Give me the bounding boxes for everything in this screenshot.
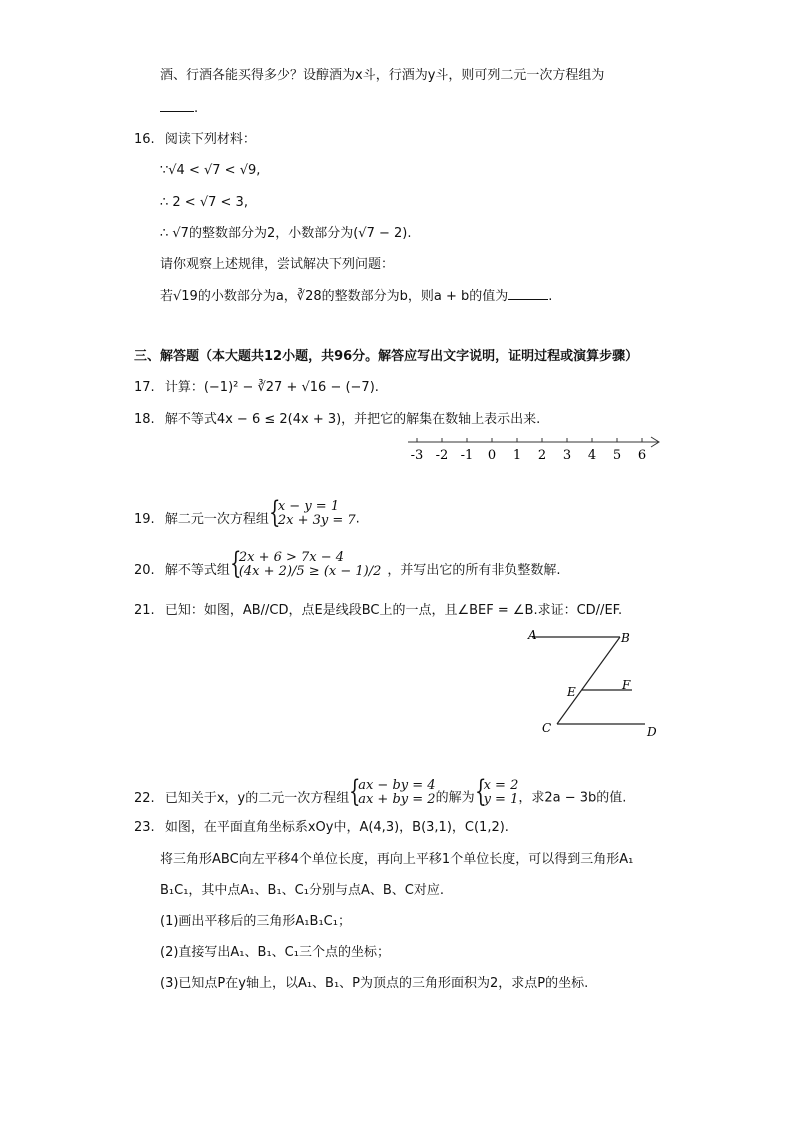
question-number: 16. (134, 132, 155, 147)
q16-step1: ∵√4 < √7 < √9, (160, 163, 261, 178)
brace: { (268, 495, 281, 530)
q16-step3: ∴ √7的整数部分为2，小数部分为(√7 − 2). (160, 226, 412, 241)
equation-2: ax + by = 2 (358, 792, 436, 807)
number-line-label: 3 (562, 448, 572, 463)
number-line-label: 0 (487, 448, 497, 463)
q16-title-line (134, 131, 256, 149)
q19-prefix: 解二元一次方程组 (164, 511, 269, 527)
q18-line (134, 411, 540, 429)
q16-title: 阅读下列材料： (164, 132, 256, 147)
q16-question-line (160, 287, 552, 306)
number-line-label: -3 (410, 448, 424, 463)
question-number: 21. (134, 603, 155, 618)
equation-system (349, 774, 436, 809)
question-number: 20. (134, 562, 155, 578)
q18-text: 解不等式4x − 6 ≤ 2(4x + 3)，并把它的解集在数轴上表示出来. (164, 412, 541, 427)
label-f: F (622, 678, 631, 692)
number-line-label: -2 (435, 448, 449, 463)
label-b: B (621, 631, 630, 645)
q20-prefix: 解不等式组 (164, 562, 230, 578)
q23-part3: (3)已知点P在y轴上，以A₁、B₁、P为顶点的三角形面积为2，求点P的坐标. (160, 976, 589, 991)
q16-period: . (548, 289, 553, 304)
number-line-label: 2 (537, 448, 547, 463)
number-line-label: 6 (637, 448, 647, 463)
q16-step2: ∴ 2 < √7 < 3, (160, 195, 248, 210)
question-number: 22. (134, 790, 155, 806)
geometry-figure (520, 626, 670, 741)
q23-part1: (1)画出平移后的三角形A₁B₁C₁； (160, 914, 351, 929)
q19-line (134, 495, 360, 533)
q17-text: 计算：(−1)² − ∛27 + √16 − (−7). (164, 380, 379, 395)
number-line-label: -1 (460, 448, 474, 463)
brace: { (349, 774, 361, 809)
number-line-label: 1 (512, 448, 522, 463)
section-title: 三、解答题（本大题共12小题，共96分。解答应写出文字说明，证明过程或演算步骤） (134, 349, 639, 364)
q16-prompt: 请你观察上述规律，尝试解决下列问题： (160, 257, 395, 272)
equation-1: ax − by = 4 (358, 778, 436, 793)
segment-bc (557, 637, 620, 724)
q20-line (134, 546, 561, 584)
label-a: A (528, 628, 537, 642)
solution-system (474, 774, 519, 809)
inequality-2: (4x + 2)/5 ≥ (x − 1)/2 (238, 564, 382, 579)
q23-line1: 如图，在平面直角坐标系xOy中，A(4,3)，B(3,1)，C(1,2). (164, 820, 509, 835)
q20-suffix: ，并写出它的所有非负整数解. (387, 562, 561, 578)
q15-period: . (194, 101, 199, 116)
inequality-1: 2x + 6 > 7x − 4 (238, 550, 345, 565)
question-number: 18. (134, 412, 155, 427)
q22-middle: 的解为 (435, 790, 475, 806)
q21-line (134, 602, 622, 620)
equation-1: x − y = 1 (277, 499, 340, 514)
q15-line2 (160, 99, 198, 118)
solution-1: x = 2 (483, 778, 519, 793)
q23-line2: 将三角形ABC向左平移4个单位长度，再向上平移1个单位长度，可以得到三角形A₁ (160, 852, 634, 867)
label-d: D (647, 725, 657, 739)
number-line (400, 432, 670, 466)
inequality-system (229, 546, 382, 581)
q23-line3: B₁C₁，其中点A₁、B₁、C₁分别与点A、B、C对应. (160, 883, 444, 898)
q19-suffix: . (355, 511, 360, 527)
label-c: C (542, 721, 552, 735)
q21-text: 已知：如图，AB//CD，点E是线段BC上的一点，且∠BEF = ∠B.求证：CD//EF. (164, 603, 623, 618)
q22-prefix: 已知关于x，y的二元一次方程组 (164, 790, 350, 806)
equation-system (268, 495, 356, 530)
brace: { (229, 546, 242, 581)
q17-line (134, 379, 379, 397)
question-number: 23. (134, 820, 155, 835)
q15-line1: 酒、行酒各能买得多少？设醇酒为x斗，行酒为y斗，则可列二元一次方程组为 (160, 68, 605, 83)
number-line-label: 5 (612, 448, 622, 463)
question-number: 17. (134, 380, 155, 395)
number-line-label: 4 (587, 448, 597, 463)
question-number: 19. (134, 511, 155, 527)
q22-suffix: ，求2a − 3b的值. (518, 790, 627, 806)
brace: { (474, 774, 487, 809)
q22-line (134, 774, 627, 812)
q23-line (134, 819, 509, 837)
q23-part2: (2)直接写出A₁、B₁、C₁三个点的坐标； (160, 945, 390, 960)
equation-2: 2x + 3y = 7 (277, 513, 356, 528)
answer-blank (508, 287, 548, 300)
solution-2: y = 1 (483, 792, 519, 807)
answer-blank (160, 99, 194, 112)
label-e: E (567, 685, 576, 699)
q16-question: 若√19的小数部分为a，∛28的整数部分为b，则a + b的值为 (160, 289, 509, 304)
